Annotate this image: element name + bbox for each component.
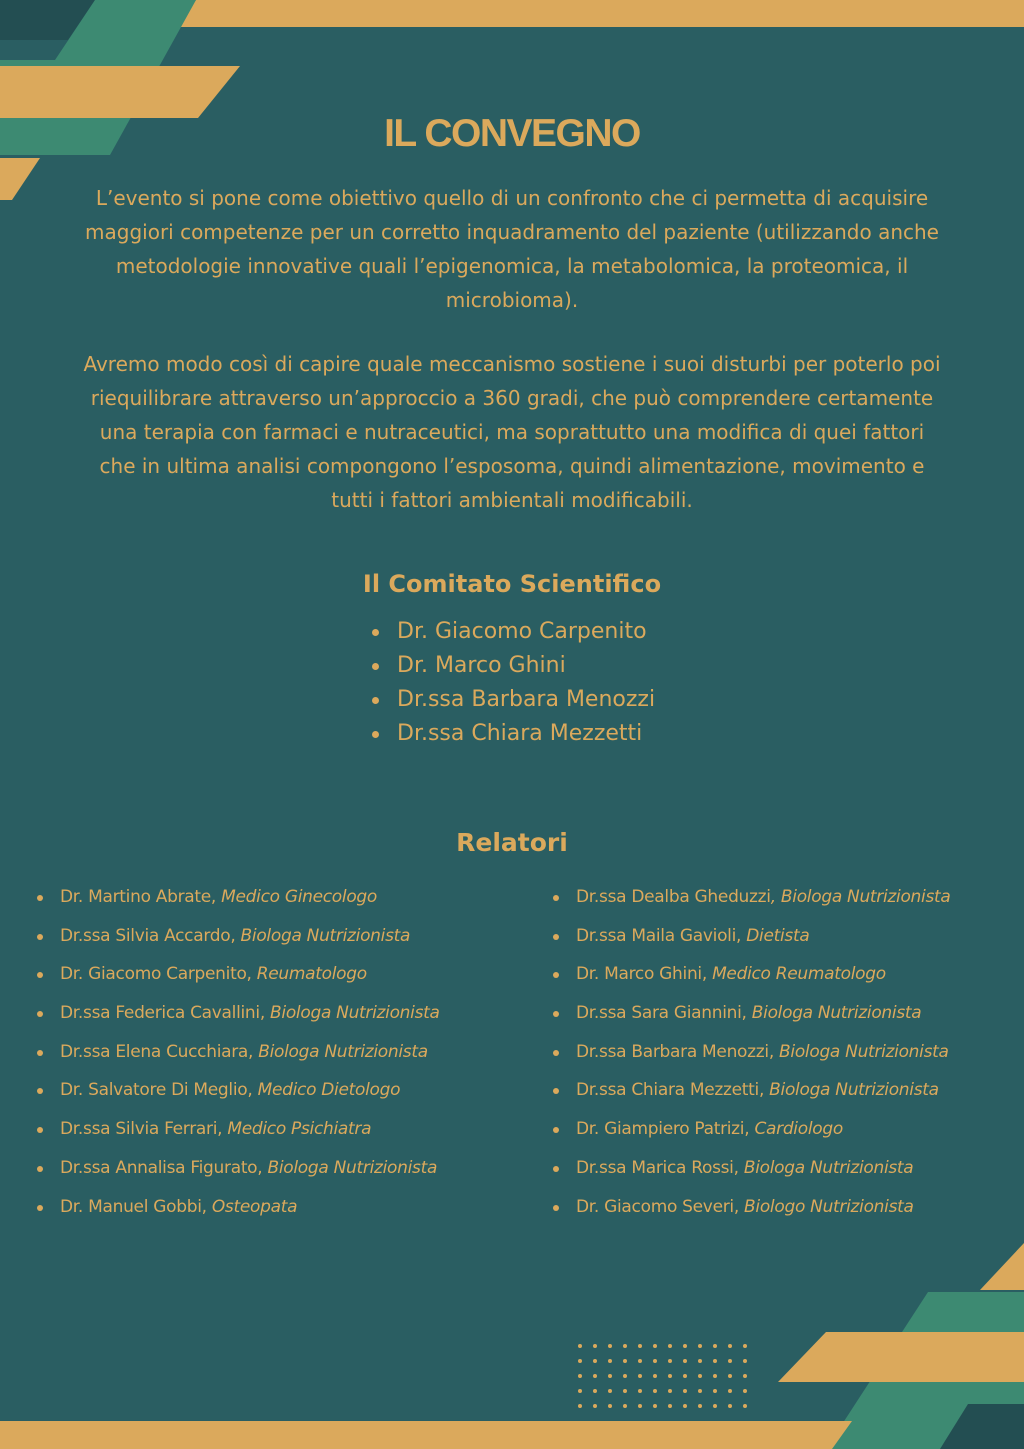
relatore-item	[551, 1149, 951, 1188]
relatori-heading: Relatori	[456, 828, 568, 857]
relatore-role: Dietista	[746, 925, 810, 946]
page-title: IL CONVEGNO	[384, 112, 640, 155]
relatore-name: Dr.ssa Silvia Accardo,	[60, 925, 241, 946]
relatore-role: Medico Ginecologo	[221, 887, 378, 907]
relatore-name: Dr. Marco Ghini,	[576, 964, 713, 985]
relatore-item	[551, 994, 951, 1033]
relatore-role: Medico Dietologo	[257, 1080, 401, 1101]
relatore-role: Cardiologo	[754, 1119, 843, 1140]
relatore-name: Dr.ssa Chiara Mezzetti,	[576, 1080, 770, 1101]
relatore-item	[551, 1110, 951, 1149]
relatore-role: Biologa Nutrizionista	[743, 1157, 914, 1178]
relatore-item	[551, 917, 951, 956]
relatore-role: Medico Reumatologo	[712, 964, 886, 985]
comitato-heading: Il Comitato Scientifico	[362, 570, 662, 598]
relatore-name: Dr.ssa Marica Rossi,	[576, 1157, 744, 1178]
relatore-name: Dr.ssa Silvia Ferrari,	[60, 1119, 228, 1140]
relatore-name: Dr. Salvatore Di Meglio,	[60, 1080, 258, 1101]
relatore-item	[35, 1110, 440, 1149]
relatori-right-column	[551, 878, 951, 1226]
comitato-member: Dr.ssa Barbara Menozzi	[370, 683, 655, 717]
comitato-list	[370, 615, 655, 751]
relatore-role: Biologa Nutrizionista	[267, 1157, 438, 1178]
relatore-role: Biologa Nutrizionista	[270, 1003, 440, 1024]
relatore-name: Dr.ssa Elena Cucchiara,	[60, 1041, 259, 1062]
relatore-role: Osteopata	[211, 1196, 298, 1217]
relatore-item	[35, 1071, 440, 1110]
relatore-name: Dr.ssa Federica Cavallini,	[60, 1003, 271, 1024]
relatore-item	[35, 1188, 440, 1227]
intro-paragraph-1: L’evento si pone come obiettivo quello di un confronto che ci permetta di acquisire maggiori competenze per un corretto inquadramento del paziente (utilizzando anche metodologie innovative quali l’epigenomica, la metabolomica, la proteomica, il microbioma).	[85, 186, 939, 312]
relatore-item	[551, 955, 951, 994]
comitato-member: Dr.ssa Chiara Mezzetti	[370, 717, 655, 751]
intro-paragraph-2: Avremo modo così di capire quale meccanismo sostiene i suoi disturbi per poterlo poi riequilibrare attraverso un’approccio a 360 gradi, che può comprendere certamente una terapia con farmaci e nutraceutici, ma soprattutto una modifica di quei fattori che in ultima analisi compongono l’esposoma, quindi alimentazione, movimento e tutti i fattori ambientali modificabili.	[83, 352, 941, 512]
relatore-item	[551, 1033, 951, 1072]
relatore-name: Dr. Giampiero Patrizi,	[576, 1119, 755, 1140]
relatore-name: Dr.ssa Annalisa Figurato,	[60, 1157, 268, 1178]
relatore-item	[35, 1033, 440, 1072]
relatore-role: Biologa Nutrizionista	[779, 1041, 949, 1062]
relatore-name: Dr.ssa Maila Gavioli,	[576, 925, 747, 946]
comitato-member: Dr. Marco Ghini	[370, 649, 655, 683]
relatore-item	[35, 955, 440, 994]
relatore-name: Dr. Manuel Gobbi,	[60, 1196, 212, 1217]
relatore-role: Biologa Nutrizionista	[751, 1003, 922, 1024]
relatore-name: Dr. Giacomo Carpenito,	[60, 964, 257, 985]
relatore-role: Biologo Nutrizionista	[744, 1196, 914, 1217]
relatore-name: Dr.ssa Barbara Menozzi,	[576, 1041, 780, 1062]
relatore-role: Biologa Nutrizionista	[769, 1080, 939, 1101]
relatore-item	[35, 1149, 440, 1188]
relatore-role: , Biologa Nutrizionista	[770, 887, 951, 907]
relatore-role: Biologa Nutrizionista	[258, 1041, 428, 1062]
relatore-role: Medico Psichiatra	[227, 1119, 372, 1140]
relatore-item	[551, 1071, 951, 1110]
relatore-item	[35, 917, 440, 956]
relatori-left-column	[35, 878, 440, 1226]
relatore-role: Biologa Nutrizionista	[240, 925, 411, 946]
relatore-name: Dr. Giacomo Severi,	[576, 1196, 745, 1217]
comitato-member: Dr. Giacomo Carpenito	[370, 615, 655, 649]
relatore-item	[35, 878, 440, 917]
relatore-name: Dr.ssa Sara Giannini,	[576, 1003, 752, 1024]
relatore-name: Dr. Martino Abrate,	[60, 887, 222, 907]
relatore-role: Reumatologo	[256, 964, 367, 985]
relatore-name: Dr.ssa Dealba Gheduzzi	[576, 887, 771, 907]
relatore-item	[551, 1188, 951, 1227]
relatore-item	[35, 994, 440, 1033]
relatore-item	[551, 878, 951, 917]
